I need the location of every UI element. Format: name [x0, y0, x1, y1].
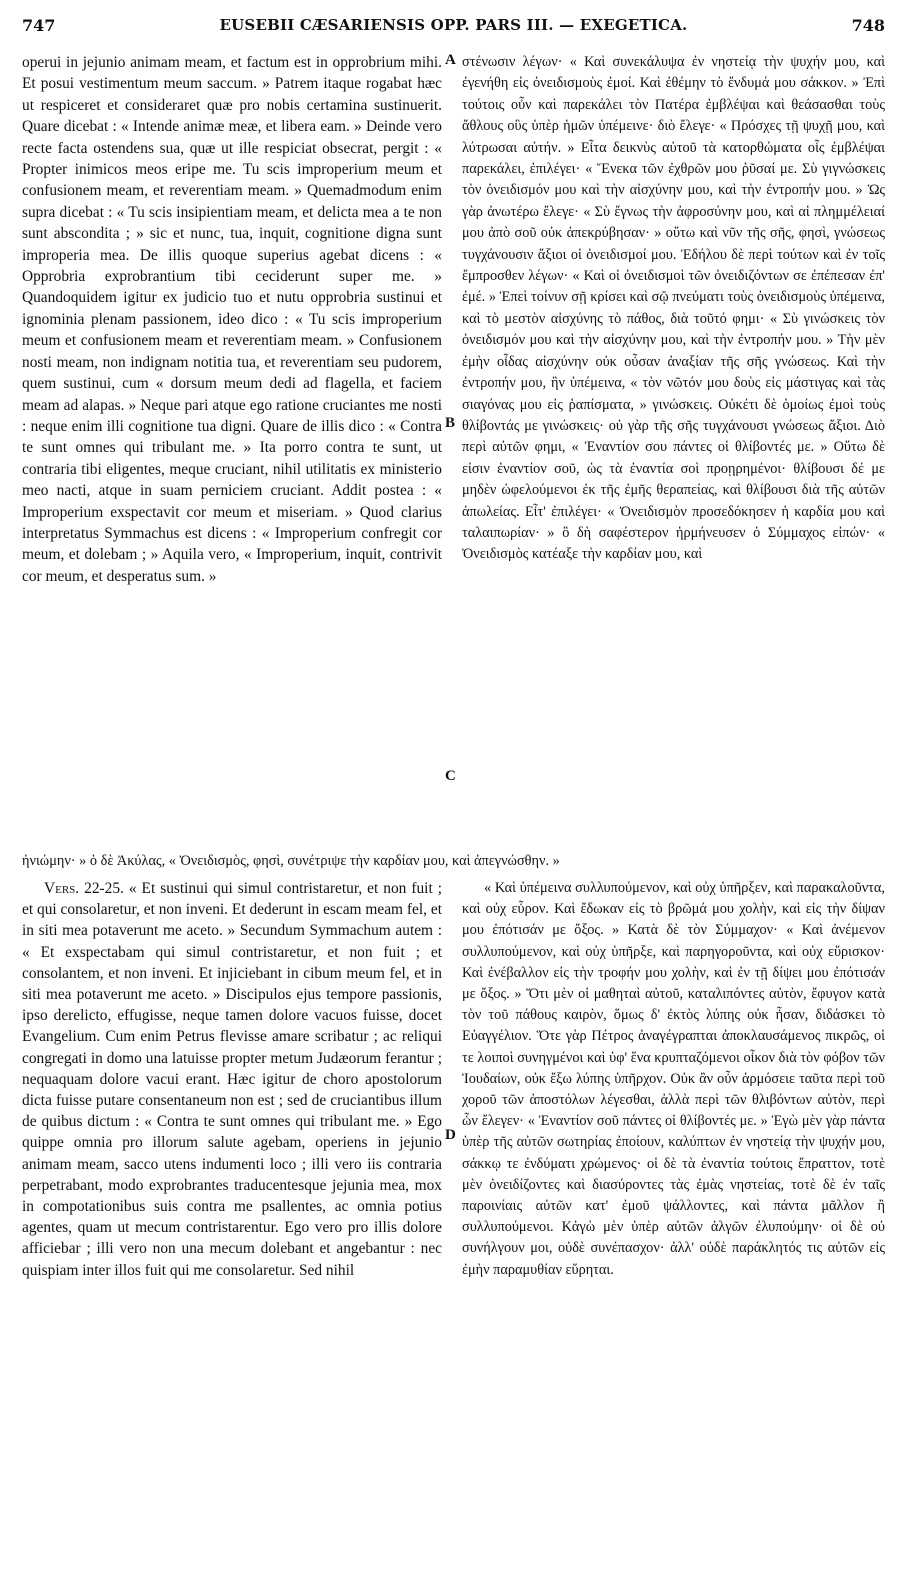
running-header: [22, 16, 885, 44]
margin-letter-a: A: [445, 52, 456, 68]
page-number-left: 747: [22, 16, 56, 35]
greek-paragraph: στένωσιν λέγων· « Καὶ συνεκάλυψα ἐν νηστείᾳ τὴν ψυχήν μου, καὶ ἐγενήθη εἰς ὀνειδισμοὺς ἐμοί. Καὶ ἐθέμην τὸ ἔνδυμά μου σάκκον. » Ἐπὶ τούτοις οὖν καὶ παρεκάλει τὸν Πατέρα ἐμβλέψαι καὶ θεάσασθαι τοὺς ἄθλους οὓς ὑπὲρ ἡμῶν ὑπέμεινε· διὸ ἔλεγε· « Πρόσχες τῇ ψυχῇ μου, καὶ λύτρωσαι αὐτήν. » Εἶτα δεικνὺς αὐτοῦ τὰ κατορθώματα οἷς ἐμβλέψαι παρεκάλει, ἐπιλέγει· « Ἕνεκα τῶν ἐχθρῶν μου ῥῦσαί με. Σὺ γιγνώσκεις τὸν ὀνειδισμόν μου καὶ τὴν αἰσχύνην μου, καὶ τὴν ἐντροπήν μου. » Ὡς γὰρ ἀνωτέρω ἔλεγε· « Σὺ ἔγνως τὴν ἀφροσύνην μου, καὶ αἱ πλημμέλειαί μου ἀπὸ σοῦ οὐκ ἀπεκρύβησαν· » οὕτω καὶ νῦν τῆς σῆς, φησὶ, γνώσεως τυγχάνουσιν ἄξιοι οἱ ὀνειδισμοί μου. Ἐδήλου δὲ περὶ τούτων καὶ ἐν τοῖς ἔμπροσθεν λέγων· « Καὶ οἱ ὀνειδισμοὶ τῶν ὀνειδιζόντων σε ἐπέπεσαν ἐπ' ἐμέ. » Ἐπεὶ τοίνυν σῇ κρίσει καὶ σῷ πνεύματι τοὺς ὀνειδισμοὺς ὑπέμεινα, καὶ τὸ μεστὸν αἰσχύνης τὸ πάθος, διὰ τοῦτό φημι· « Σὺ γινώσκεις τὸν ὀνειδισμόν μου καὶ τὴν αἰσχύνην μου, καὶ τὴν ἐντροπήν μου. » Τὴν μὲν ἐμὴν οἶδας αἰσχύνην οὐκ οὖσαν ἀναξίαν τῆς σῆς γνώσεως. Καὶ τὴν ἐντροπήν μου, ἣν ὑπέμεινα, « τὸν νῶτόν μου δοὺς εἰς μάστιγας καὶ τὰς σιαγόνας μου εἰς ῥαπίσματα, » γινώσκεις. Οὐκέτι δὲ ὁμοίως ἐμοὶ τοὺς θλίβοντάς με γινώσκεις· οὐ γὰρ τῆς σῆς τυγχάνουσι γνώσεως ἄξιοι. Διὸ περὶ αὐτῶν φημι, « Ἐναντίον σου πάντες οἱ θλίβοντές με. » Οὕτω δὲ εἰσιν ἐναντίον σοῦ, ὡς τὰ ἐναντία σοὶ προῃρημένοι· θλίβουσι δέ με μηδὲν ὠφελούμενοι ἐκ τῆς ἐμῆς θεραπείας, καὶ θλίβουσι διὰ τῆς αὐτῶν ἀπωλείας. Εἶτ' ἐπιλέγει· « Ὀνειδισμὸν προσεδόκησεν ἡ καρδία μου καὶ ταλαιπωρίαν· » ὃ δὴ σαφέστερον ἡρμήνευσεν ὁ Σύμμαχος εἰπών· « Ὀνειδισμὸς κατέαξε τὴν καρδίαν μου, καὶ: [462, 54, 885, 563]
latin-column-top: [22, 52, 442, 587]
greek-column-top: [462, 52, 885, 566]
greek-column-bottom: [462, 878, 885, 1281]
greek-verse-paragraph: [462, 878, 885, 1281]
latin-verse-text: « Et sustinui qui simul contristaretur, et non fuit ; et qui consolaretur, et non inveni. Et dederunt in escam meam fel, et in siti mea potaverunt me aceto. » Secundum Symmachum autem : « Et exspectabam qui simul contristaretur, et non fuit ; et consolantem, et non inveni. Et injiciebant in cibum meum fel, et in siti mea potaverunt me aceto. » Discipulos ejus tempore passionis, ipso derelicto, effugisse, neque tamen dolore vacuos fuisse, docet Evangelium. Cum enim Petrus flevisse amare scribatur ; ac reliqui congregati in domo una latuisse propter metum Judæorum ferantur ; nequaquam dolore vacui erant. Hæc igitur de choro apostolorum dicta fuisse putare consentaneum non est ; sed de cruciantibus illum de quibus dictum : « Contra te sunt omnes qui tribulant me. » Ego quippe omnia pro illorum salute agebam, operiens in jejunio animam meam, sacco utens indumenti loco ; illi vero iis contraria perpetrabant, modo exprobrantes traducentesque jejunia mea, mox in compotationibus suis contra me psallentes, ac omnia potius agentes, quam ut mecum contristarentur. Ego vero pro illis dolore afficiebar ; illi vero non una mecum dolebant et angebantur : nec quispiam inter illos fuit qui me consolaretur. Sed nihil: [22, 880, 442, 1279]
running-title: EUSEBII CÆSARIENSIS OPP. PARS III. — EXEGETICA.: [219, 16, 688, 34]
margin-letter-d: D: [445, 1127, 456, 1143]
margin-letter-b: B: [445, 415, 456, 431]
margin-letter-c: C: [445, 768, 456, 784]
greek-full-width-line: ἠνιώμην· » ὁ δὲ Ἀκύλας, « Ὀνειδισμὸς, φησὶ, συνέτριψε τὴν καρδίαν μου, καὶ ἀπεγνώσθην. »: [22, 853, 560, 869]
latin-column-bottom: [22, 878, 442, 1281]
latin-paragraph: operui in jejunio animam meam, et factum est in opprobrium mihi. Et posui vestimentum meum saccum. » Patrem itaque rogabat hæc ut respiceret et consideraret quæ pro nobis certamina sustinuerit. Quare dicebat : « Intende animæ meæ, et libera eam. » Deinde vero recte facta ostendens sua, quæ ut ille respiciat obsecrat, pergit : « Propter inimicos meos eripe me. Tu scis improperium meum et confusionem meam, et reverentiam meam. » Quemadmodum enim supra dicebat : « Tu scis insipientiam meam, et delicta mea a te non sunt abscondita ; » sic et nunc, tua, inquit, cognitione digna sunt improperia mea. De illis quoque superius agebat dicens : « Opprobria exprobrantium tibi ceciderunt super me. » Quandoquidem igitur ex judicio tuo et nutu opprobria sustinui et ignominia plenam passionem, ideo dico : « Tu scis improperium meum et confusionem meam et reverentiam meam. » Confusionem nosti meam, non indignam notitia tua, et reverentiam seu pudorem, quem sustinui, cum « dorsum meum dedi ad flagella, et faciem meam ad alapas. » Neque pari atque ego ratione cruciantes me nosti : neque enim illi cognitione tua digni. Quare de illis dico : « Contra te sunt omnes qui tribulant me. » Ita porro contra te sunt, ut contraria tibi eligentes, meque cruciant, nihil utilitatis ex ministerio meo nacti, atque in suam perniciem cruciant. Addit postea : « Improperium exspectavit cor meum et miseriam. » Quod clarius interpretatus Symmachus est dicens : « Improperium confregit cor meum, et dolebam ; » Aquila vero, « Improperium, inquit, contrivit cor meum, et desperatus sum. »: [22, 54, 442, 585]
page-number-right: 748: [851, 16, 885, 35]
greek-verse-text: « Καὶ ὑπέμεινα συλλυπούμενον, καὶ οὐχ ὑπῆρξεν, καὶ παρακαλοῦντα, καὶ οὐχ εὗρον. Καὶ ἔδωκαν εἰς τὸ βρῶμά μου χολὴν, καὶ εἰς τὴν δίψαν μου ἐπότισάν με ὄξος. » Κατὰ δὲ τὸν Σύμμαχον· « Καὶ ἀνέμενον συλλυπούμενον, καὶ οὐχ ὑπῆρξε, καὶ παρηγοροῦντα, καὶ οὐχ εὕρισκον· Καὶ ἐνέβαλλον εἰς τὴν τροφήν μου χολὴν, καὶ ἐν τῇ δίψει μου ἐπότισάν με ὄξος. » Ὅτι μὲν οἱ μαθηταὶ αὐτοῦ, καταλιπόντες αὐτὸν, ἔφυγον κατὰ τὸν τοῦ πάθους καιρὸν, ὅμως δ' ἐκτὸς λύπης οὐκ ἦσαν, διδάσκει τὸ Εὐαγγέλιον. Ὅτε γὰρ Πέτρος ἀναγέγραπται ἀποκλαυσάμενος πικρῶς, οἱ τε λοιποὶ συνηγμένοι καὶ ὑφ' ἕνα κρυπταζόμενοι οἶκον διὰ τὸν φόβον τῶν Ἰουδαίων, οὐκ ἔξω λύπης ὑπῆρχον. Οὐκ ἂν οὖν ἁρμόσειε ταῦτα περὶ τοῦ χοροῦ τῶν ἀποστόλων λέγεσθαι, ἀλλὰ περὶ τῶν θλιβόντων αὐτὸν, περὶ ὧν ἔλεγεν· « Ἐναντίον σοῦ πάντες οἱ θλίβοντές με. » Ἐγὼ μὲν γὰρ πάντα ὑπὲρ τῆς αὐτῶν σωτηρίας ἐποίουν, καλύπτων ἐν νηστείᾳ τὴν ψυχήν μου, σάκκῳ τε ἐνδύματι χρώμενος· οἱ δὲ τὰ ἐναντία τούτοις ἔπραττον, τοτὲ μὲν ὀνειδίζοντες καὶ διασύροντες τὰς ἐμὰς νηστείας, τοτὲ δὲ ἐν ταῖς παροινίαις αὐτῶν κατ' ἐμοῦ ψάλλοντες, καὶ πάντα μᾶλλον ἢ συλλυπούμενοι. Κἀγὼ μὲν ὑπὲρ αὐτῶν ἀλγῶν ἐλυπούμην· οἱ δὲ οὐ συνήλγουν μοι, οὐδὲ συνέπασχον· ἀλλ' οὐδὲ παράκλητός τις αὐτῶν εἰς ἐμὴν παραμυθίαν εὕρηται.: [462, 880, 885, 1278]
verse-heading: Vers. 22-25.: [44, 880, 124, 897]
latin-verse-paragraph: [22, 878, 442, 1281]
